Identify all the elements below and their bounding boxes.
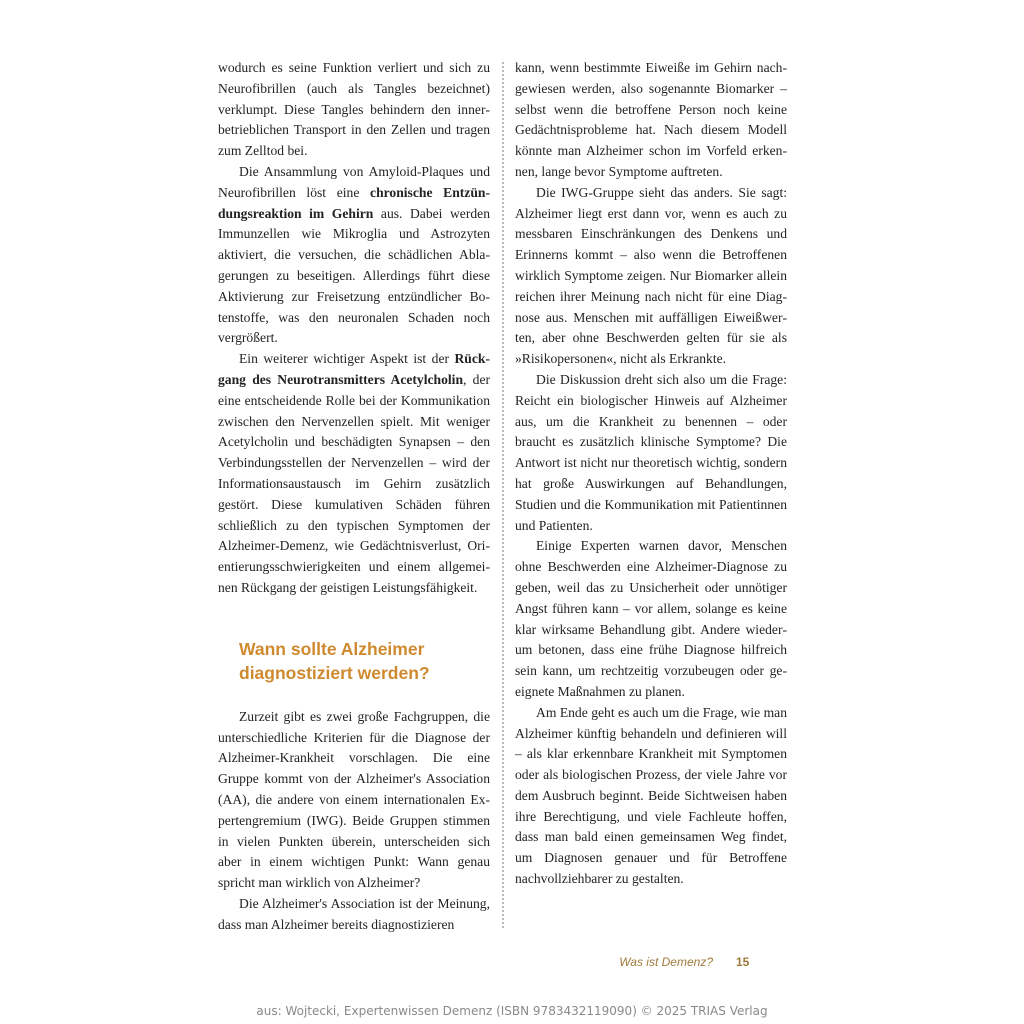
paragraph-text: aus. Dabei werden Immunzellen wie Mikroglia und Astrozyten aktiviert, die versuchen, die schädlichen Ablagerungen zu beseitigen. Allerdings führt diese Aktivierung zur Freisetzung entzündlicher Botenstoffe, was den neuronalen Schaden noch vergrößert.: [218, 205, 490, 346]
page-number: 15: [736, 955, 750, 969]
paragraph: Die IWG-Gruppe sieht das anders. Sie sagt: Alzheimer liegt erst dann vor, wenn es auch zu messbaren Einschränkungen des Denkens und Erinnerns kommt – also wenn die Betroffenen wirklich Symptome zeigen. Nur Biomarker allein reichen ihrer Meinung nach nicht für eine Diagnose aus. Menschen mit auffälligen Eiweißwerten, aber ohne Beschwerden gelten für sie als »Risikopersonen«, nicht als Erkrankte.: [515, 184, 787, 367]
section-heading: [239, 637, 490, 685]
paragraph: Am Ende geht es auch um die Frage, wie man Alzheimer künftig behandeln und definieren will – als klar erkennbare Krankheit mit Symptomen oder als biologischen Prozess, der viele Jahre vor dem Ausbruch beginnt. Beide Sichtweisen haben ihre Berechtigung, und viele Fachleute hoffen, dass man bald einen gemeinsamen Weg findet, um Diagnosen genauer und für Betroffene nachvollziehbarer zu gestalten.: [515, 704, 787, 887]
paragraph: Einige Experten warnen davor, Menschen ohne Beschwerden eine Alzheimer-Diagnose zu geben, weil das zu Unsicherheit oder unnötiger Angst führen kann – vor allem, solange es keine klar wirksame Behandlung gibt. Andere wiederum betonen, dass eine frühe Diagnose hilfreich sein kann, um rechtzeitig vorzubeugen oder geeignete Maßnahmen zu planen.: [515, 538, 787, 699]
paragraph: Zurzeit gibt es zwei große Fachgruppen, die unterschiedliche Kriterien für die Diagnose der Alzheimer-Krankheit vorschlagen. Die eine Gruppe kommt von der Alzheimer's Association (AA), die andere von einem internationalen Expertengremium (IWG). Beide Gruppen stimmen in vielen Punkten überein, unterscheiden sich aber in einem wichtigen Punkt: Wann genau spricht man wirklich von Alzheimer?: [218, 708, 490, 891]
paragraph: [218, 162, 490, 349]
paragraph: [218, 349, 490, 599]
right-column: [515, 58, 787, 890]
paragraph-text: Ein weiterer wichtiger Aspekt ist der: [239, 351, 455, 367]
section-heading-line: diagnostiziert werden?: [239, 662, 430, 683]
bold-term: chronische Entzündungsreaktion im Gehirn: [218, 184, 490, 221]
paragraph-text: , der eine entscheidende Rolle bei der Kommunikation zwischen den Nervenzellen spielt. Mit weniger Acetylcholin und beschädigten Synapsen – den Verbindungsstellen der Nervenzellen – wird der Informationsaustausch im Gehirn zusätzlich gestört. Diese kumulativen Schäden führen schließlich zu den typischen Symptomen der Alzheimer-Demenz, wie Gedächtnisverlust, Orientierungsschwierigkeiten und einem allgemeinen Rückgang der geistigen Leistungsfähigkeit.: [218, 371, 491, 595]
paragraph: Die Alzheimer's Association ist der Meinung, dass man Alzheimer bereits diagnostizieren: [218, 895, 490, 932]
left-column: [218, 58, 490, 935]
paragraph: Die Diskussion dreht sich also um die Frage: Reicht ein biologischer Hinweis auf Alzheimer aus, um die Krankheit zu benennen – oder braucht es zusätzlich klinische Symptome? Die Antwort ist nicht nur theoretisch wichtig, sondern hat große Auswirkungen auf Behandlungen, Studien und die Kommunikation mit Patientinnen und Patienten.: [515, 371, 787, 533]
running-footer-title: Was ist Demenz?: [619, 955, 713, 969]
section-heading-line: Wann sollte Alzheimer: [239, 638, 425, 659]
paragraph-text: Die Ansammlung von Amyloid-Plaques und Neurofibrillen löst eine: [218, 163, 490, 200]
bold-term: Rückgang des Neurotransmitters Acetylcholin: [218, 351, 490, 387]
source-citation: aus: Wojtecki, Expertenwissen Demenz (ISBN 9783432119090) © 2025 TRIAS Verlag: [256, 1004, 768, 1018]
paragraph: wodurch es seine Funktion verliert und sich zu Neurofibrillen (auch als Tangles bezeichnet) verklumpt. Diese Tangles behindern den innerbetrieblichen Transport in den Zellen und tragen zum Zelltod bei.: [218, 60, 490, 159]
paragraph: kann, wenn bestimmte Eiweiße im Gehirn nachgewiesen werden, also sogenannte Biomarker – selbst wenn die betroffene Person noch keine Gedächtnisprobleme hat. Nach diesem Modell könnte man Alzheimer schon im Vorfeld erkennen, lange bevor Symptome auftreten.: [515, 60, 787, 179]
column-divider: [502, 62, 504, 928]
